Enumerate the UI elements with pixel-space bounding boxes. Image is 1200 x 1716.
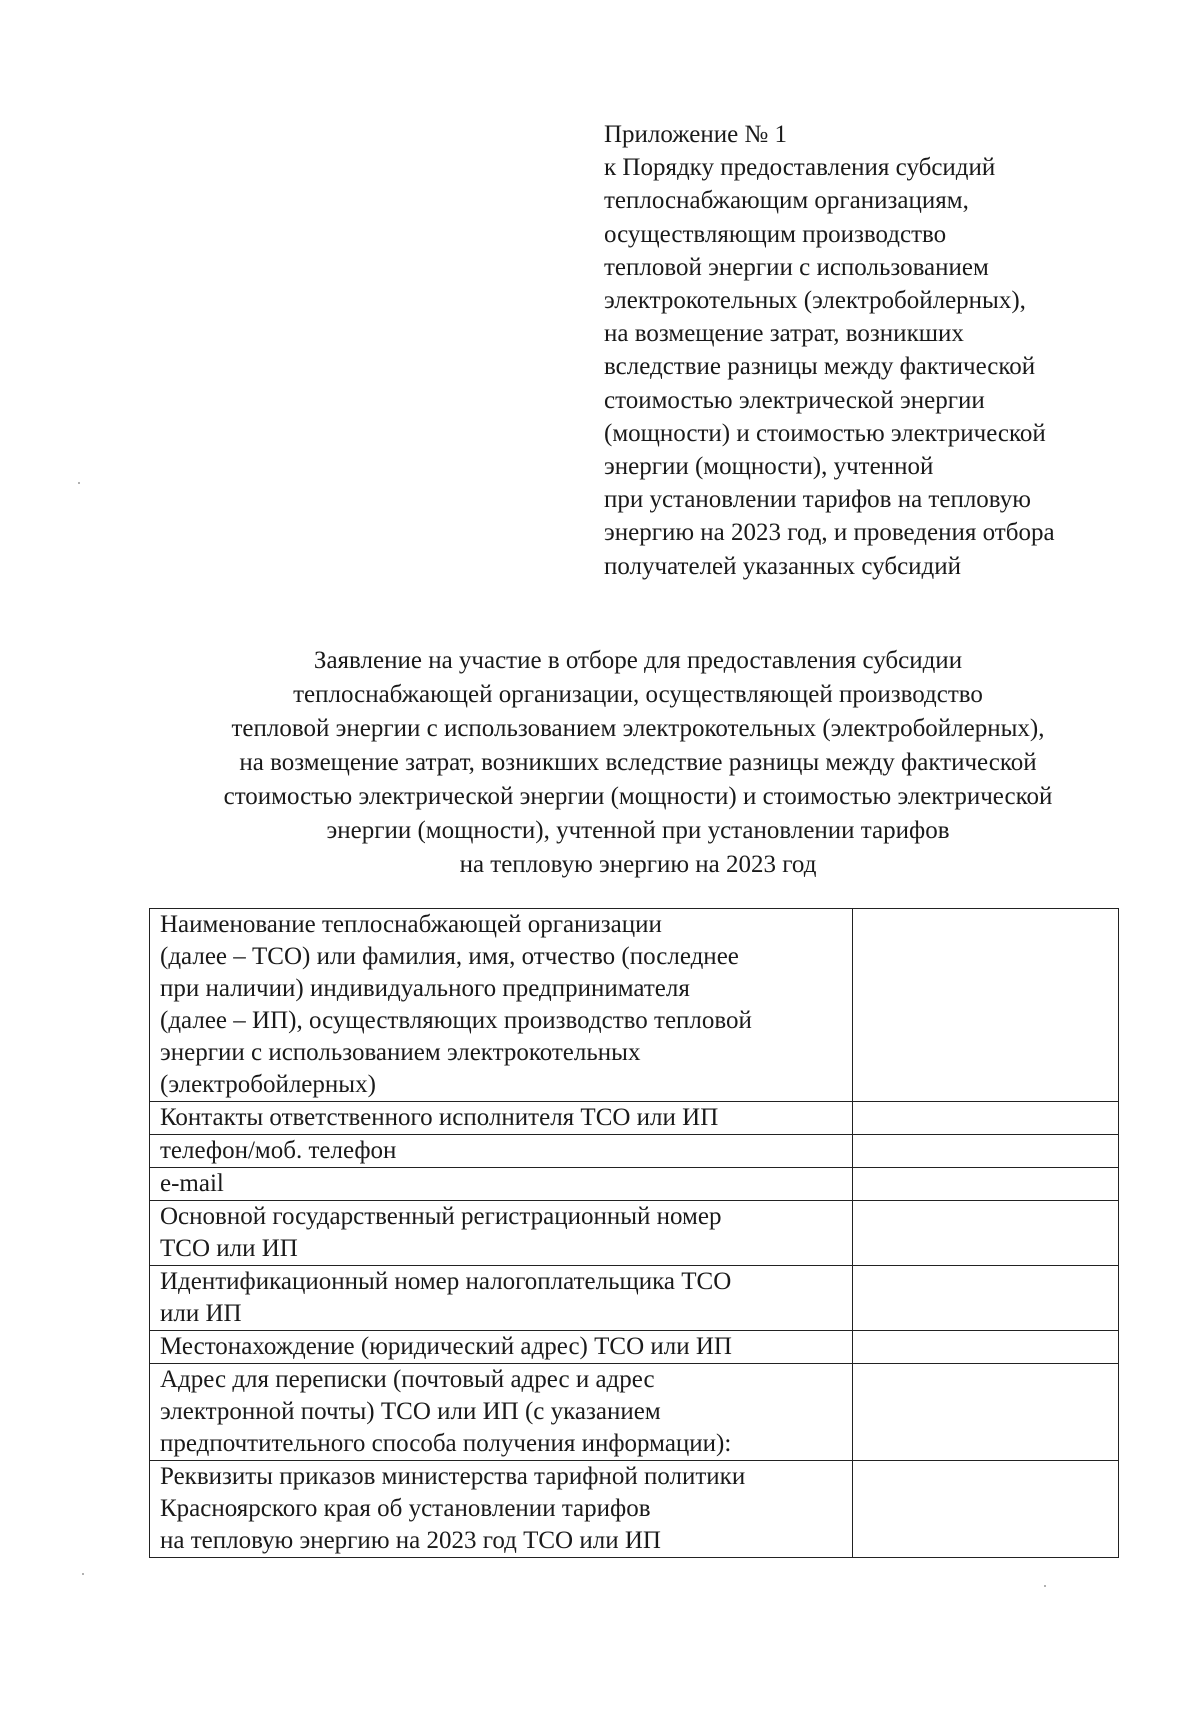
- row-value-ogrn[interactable]: [852, 1201, 1118, 1266]
- title-line: теплоснабжающей организации, осуществляющей производство: [293, 681, 983, 708]
- row-label-legal-address: [150, 1331, 853, 1364]
- row-label-line: Наименование теплоснабжающей организации: [160, 911, 662, 938]
- row-label-line: Адрес для переписки (почтовый адрес и адрес: [160, 1366, 655, 1393]
- appendix-line: электрокотельных (электробойлерных),: [604, 287, 1026, 315]
- row-value-inn[interactable]: [852, 1266, 1118, 1331]
- appendix-line: теплоснабжающим организациям,: [604, 187, 969, 215]
- table-row: [150, 1201, 1119, 1266]
- appendix-line: (мощности) и стоимостью электрической: [604, 419, 1046, 447]
- scan-artifact: [82, 1573, 84, 1575]
- row-value-contacts[interactable]: [852, 1102, 1118, 1135]
- title-line: тепловой энергии с использованием электрокотельных (электробойлерных),: [231, 715, 1045, 742]
- table-row: [150, 1266, 1119, 1331]
- row-value-email[interactable]: [852, 1168, 1118, 1201]
- title-line: на возмещение затрат, возникших вследствие разницы между фактической: [239, 749, 1037, 776]
- table-row: [150, 1168, 1119, 1201]
- row-value-organization-name[interactable]: [852, 909, 1118, 1102]
- row-label-line: на тепловую энергию на 2023 год ТСО или ИП: [160, 1527, 661, 1554]
- table-row: [150, 909, 1119, 1102]
- appendix-line: на возмещение затрат, возникших: [604, 320, 964, 348]
- appendix-line: стоимостью электрической энергии: [604, 386, 985, 414]
- appendix-line: получателей указанных субсидий: [604, 552, 962, 580]
- row-label-line: e-mail: [160, 1170, 224, 1197]
- row-value-phone[interactable]: [852, 1135, 1118, 1168]
- row-label-line: Идентификационный номер налогоплательщика ТСО: [160, 1268, 732, 1295]
- appendix-header: [604, 118, 1164, 583]
- row-label-line: телефон/моб. телефон: [160, 1137, 397, 1164]
- row-label-line: (далее – ТСО) или фамилия, имя, отчество (последнее: [160, 943, 739, 970]
- table-row: [150, 1331, 1119, 1364]
- row-value-mailing-address[interactable]: [852, 1364, 1118, 1461]
- row-value-tariff-orders[interactable]: [852, 1461, 1118, 1558]
- appendix-line: энергию на 2023 год, и проведения отбора: [604, 519, 1055, 547]
- row-label-line: Основной государственный регистрационный номер: [160, 1203, 722, 1230]
- row-value-legal-address[interactable]: [852, 1331, 1118, 1364]
- appendix-line: к Порядку предоставления субсидий: [604, 154, 996, 182]
- row-label-line: или ИП: [160, 1300, 242, 1327]
- appendix-line: Приложение № 1: [604, 121, 788, 148]
- table-row: [150, 1364, 1119, 1461]
- row-label-line: энергии с использованием электрокотельных: [160, 1039, 641, 1066]
- title-line: энергии (мощности), учтенной при установлении тарифов: [326, 817, 950, 844]
- row-label-line: Красноярского края об установлении тарифов: [160, 1495, 651, 1522]
- row-label-tariff-orders: [150, 1461, 853, 1558]
- table-row: [150, 1102, 1119, 1135]
- row-label-line: электронной почты) ТСО или ИП (с указанием: [160, 1398, 661, 1425]
- appendix-line: энергии (мощности), учтенной: [604, 453, 934, 481]
- title-line: на тепловую энергию на 2023 год: [459, 851, 817, 878]
- row-label-line: Реквизиты приказов министерства тарифной политики: [160, 1463, 746, 1490]
- appendix-line: тепловой энергии с использованием: [604, 253, 989, 281]
- application-title: [120, 644, 1156, 882]
- row-label-line: Местонахождение (юридический адрес) ТСО или ИП: [160, 1333, 732, 1360]
- appendix-line: при установлении тарифов на тепловую: [604, 486, 1031, 514]
- row-label-inn: [150, 1266, 853, 1331]
- table-row: [150, 1135, 1119, 1168]
- row-label-line: (электробойлерных): [160, 1071, 376, 1098]
- application-form-table: [149, 908, 1119, 1558]
- scan-artifact: [1044, 1585, 1046, 1587]
- row-label-line: (далее – ИП), осуществляющих производство тепловой: [160, 1007, 752, 1034]
- row-label-email: [150, 1168, 853, 1201]
- title-line: Заявление на участие в отборе для предоставления субсидии: [313, 647, 963, 674]
- row-label-line: при наличии) индивидуального предпринимателя: [160, 975, 690, 1002]
- row-label-line: предпочтительного способа получения информации):: [160, 1430, 732, 1457]
- row-label-contacts: [150, 1102, 853, 1135]
- row-label-mailing-address: [150, 1364, 853, 1461]
- row-label-line: Контакты ответственного исполнителя ТСО или ИП: [160, 1104, 719, 1131]
- appendix-line: осуществляющим производство: [604, 220, 947, 248]
- row-label-line: ТСО или ИП: [160, 1235, 298, 1262]
- row-label-phone: [150, 1135, 853, 1168]
- appendix-line: вследствие разницы между фактической: [604, 353, 1036, 381]
- row-label-ogrn: [150, 1201, 853, 1266]
- scan-artifact: [78, 482, 80, 484]
- row-label-organization-name: [150, 909, 853, 1102]
- table-row: [150, 1461, 1119, 1558]
- title-line: стоимостью электрической энергии (мощности) и стоимостью электрической: [223, 783, 1053, 810]
